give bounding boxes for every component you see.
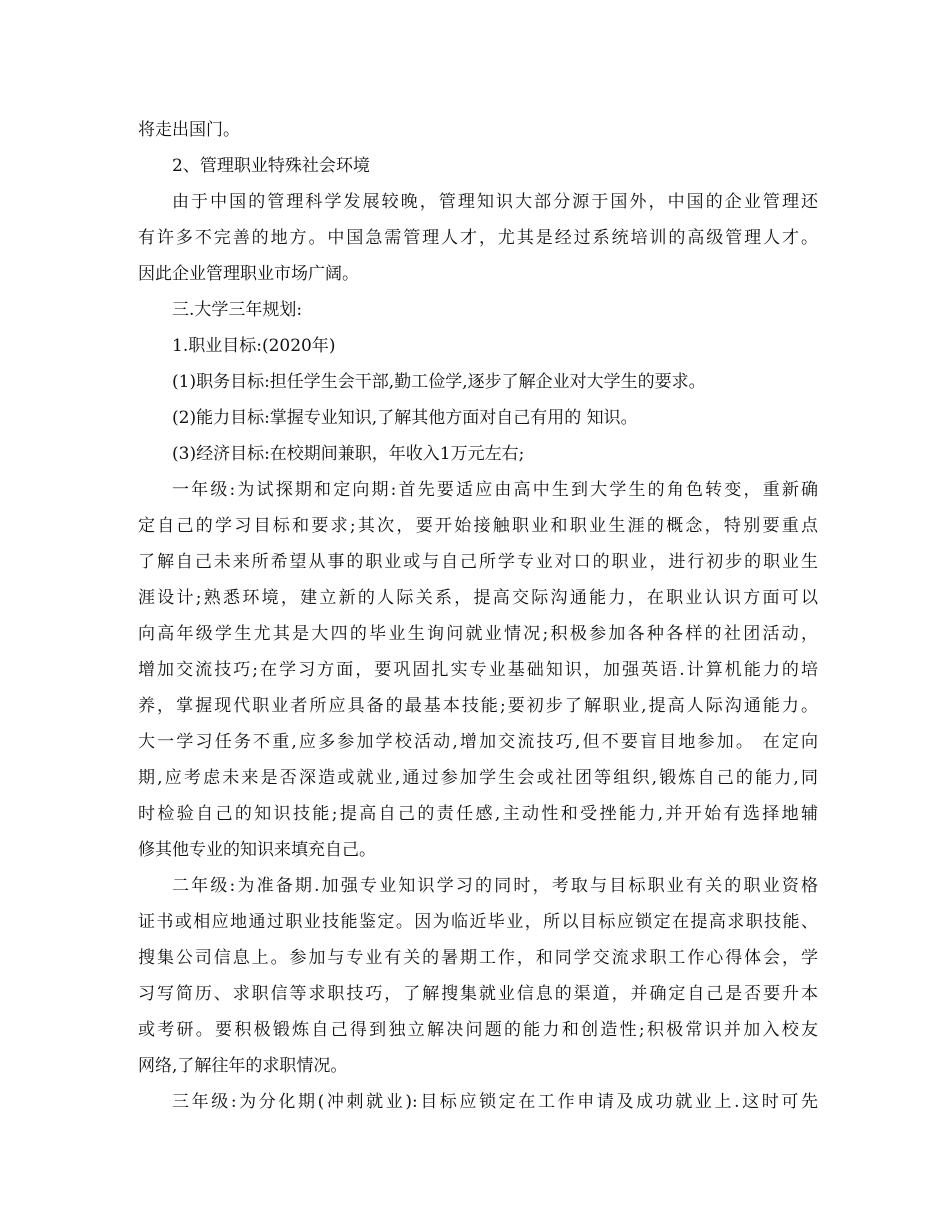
text-line: 因此企业管理职业市场广阔。: [138, 264, 359, 284]
text-line: 修其他专业的知识来填充自己。: [138, 840, 376, 860]
text-line: 大一学习任务不重,应多参加学校活动,增加交流技巧,但不要盲目地参加。 在定向: [138, 732, 818, 752]
text-line: (3)经济目标:在校期间兼职，年收入1万元左右;: [172, 444, 525, 464]
text-line: 证书或相应地通过职业技能鉴定。因为临近毕业，所以目标应锁定在提高求职技能、: [138, 912, 818, 932]
text-line: 时检验自己的知识技能;提高自己的责任感,主动性和受挫能力,并开始有选择地辅: [138, 804, 818, 824]
text-line: 一年级:为试探期和定向期:首先要适应由高中生到大学生的角色转变，重新确: [172, 480, 818, 500]
text-line: 将走出国门。: [138, 120, 240, 140]
text-line: 三年级:为分化期(冲刺就业):目标应锁定在工作申请及成功就业上.这时可先: [172, 1092, 818, 1112]
text-line: 1.职业目标:(2020年): [172, 336, 336, 356]
text-line: 或考研。要积极锻炼自己得到独立解决问题的能力和创造性;积极常识并加入校友: [138, 1020, 818, 1040]
text-line: (2)能力目标:掌握专业知识,了解其他方面对自己有用的 知识。: [172, 408, 638, 428]
document-body: [138, 112, 818, 1120]
text-line: 有许多不完善的地方。中国急需管理人才，尤其是经过系统培训的高级管理人才。: [138, 228, 818, 248]
text-line: 养，掌握现代职业者所应具备的最基本技能;要初步了解职业,提高人际沟通能力。: [138, 696, 818, 716]
text-line: 向高年级学生尤其是大四的毕业生询问就业情况;积极参加各种各样的社团活动，: [138, 624, 818, 644]
text-line: 增加交流技巧;在学习方面，要巩固扎实专业基础知识，加强英语.计算机能力的培: [138, 660, 818, 680]
text-line: 二年级:为准备期.加强专业知识学习的同时，考取与目标职业有关的职业资格: [172, 876, 818, 896]
text-line: 涯设计;熟悉环境，建立新的人际关系，提高交际沟通能力，在职业认识方面可以: [138, 588, 818, 608]
text-line: 2、管理职业特殊社会环境: [172, 156, 370, 176]
text-line: 定自己的学习目标和要求;其次，要开始接触职业和职业生涯的概念，特别要重点: [138, 516, 818, 536]
text-line: 三.大学三年规划:: [172, 300, 303, 320]
text-line: 搜集公司信息上。参加与专业有关的暑期工作，和同学交流求职工作心得体会，学: [138, 948, 818, 968]
text-line: 了解自己未来所希望从事的职业或与自己所学专业对口的职业，进行初步的职业生: [138, 552, 818, 572]
text-line: 由于中国的管理科学发展较晚，管理知识大部分源于国外，中国的企业管理还: [172, 192, 818, 212]
text-line: 习写简历、求职信等求职技巧，了解搜集就业信息的渠道，并确定自己是否要升本: [138, 984, 818, 1004]
text-line: 期,应考虑未来是否深造或就业,通过参加学生会或社团等组织,锻炼自己的能力,同: [138, 768, 818, 788]
text-line: 网络,了解往年的求职情况。: [138, 1056, 348, 1076]
text-line: (1)职务目标:担任学生会干部,勤工俭学,逐步了解企业对大学生的要求。: [172, 372, 706, 392]
